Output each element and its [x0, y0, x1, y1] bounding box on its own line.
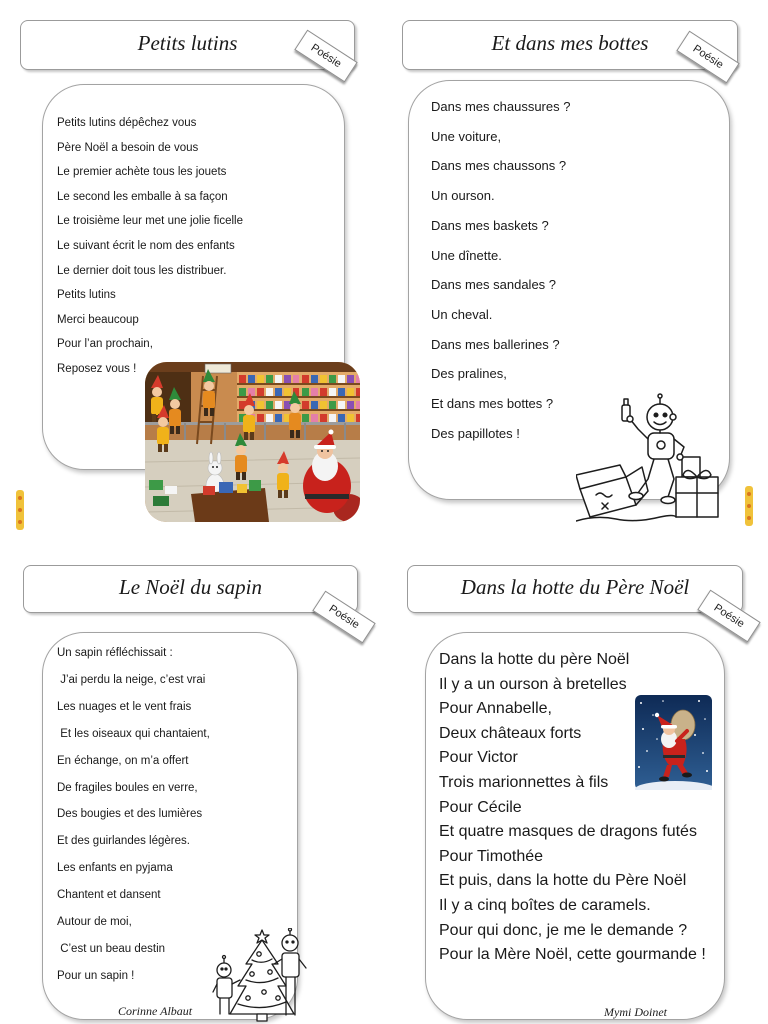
poem-line: Pour Victor	[439, 749, 518, 767]
corner-ornament-left	[14, 488, 26, 532]
poem-text	[57, 640, 210, 990]
poem-line: Pour Timothée	[439, 847, 544, 865]
poem-line: En échange, on m’a offert	[57, 754, 189, 767]
poem-line: Des bougies et des lumières	[57, 808, 203, 821]
poem-line: Il y a cinq boîtes de caramels.	[439, 896, 651, 914]
poem-title: Le Noël du sapin	[119, 574, 262, 599]
poem-line: Il y a un ourson à bretelles	[439, 675, 627, 693]
poem-line: Pour Cécile	[439, 798, 522, 816]
poem-line: De fragiles boules en verre,	[57, 781, 198, 794]
poem-line: Les enfants en pyjama	[57, 862, 173, 875]
poem-line: Un cheval.	[431, 306, 493, 322]
poem-line: Pour Annabelle,	[439, 700, 552, 718]
poem-line: Chantent et dansent	[57, 889, 161, 902]
poem-line: Dans la hotte du père Noël	[439, 651, 630, 668]
poem-line: Des pralines,	[431, 366, 507, 382]
poem-line: Pour qui donc, je me le demande ?	[439, 921, 688, 939]
poem-line: Autour de moi,	[57, 916, 132, 929]
poem-line: Et des guirlandes légères.	[57, 835, 190, 848]
poem-line: Et dans mes bottes ?	[431, 396, 554, 412]
open-carton	[576, 465, 648, 517]
poem-line: Dans mes chaussures ?	[431, 99, 571, 114]
poem-line: Et les oiseaux qui chantaient,	[57, 727, 210, 740]
poem-line: Petits lutins dépêchez vous	[57, 117, 197, 129]
poem-line: Pour l’an prochain,	[57, 338, 153, 351]
poem-line: Le troisième leur met une jolie ficelle	[57, 215, 244, 228]
poem-line: Une dînette.	[431, 247, 502, 263]
corner-ornament-right	[743, 484, 755, 528]
poesie-tag: Poésie	[312, 591, 375, 644]
poem-line: Trois marionnettes à fils	[439, 773, 609, 791]
author-signature: Corinne Albaut	[118, 1004, 193, 1018]
poem-line: Le second les emballe à sa façon	[57, 190, 228, 203]
poem-line: Pour un sapin !	[57, 969, 135, 982]
poem-line: Et puis, dans la hotte du Père Noël	[439, 872, 687, 890]
poem-text	[57, 111, 243, 382]
robot-gifts-drawing	[576, 393, 722, 523]
poem-title: Dans la hotte du Père Noël	[460, 574, 690, 599]
poem-line: Pour la Mère Noël, cette gourmande !	[439, 946, 706, 964]
poem-title-box	[407, 565, 743, 613]
poesie-tag: Poésie	[294, 30, 357, 83]
poem-line: Les nuages et le vent frais	[57, 700, 192, 713]
poem-line: Merci beaucoup	[57, 313, 139, 326]
poem-title: Et dans mes bottes	[491, 30, 649, 55]
poem-line: Dans mes sandales ?	[431, 277, 557, 293]
poem-line: Reposez vous !	[57, 362, 137, 375]
poem-line: Petits lutins	[57, 289, 116, 302]
elf-workshop-illustration	[145, 362, 360, 522]
poem-line: Des papillotes !	[431, 425, 520, 441]
poem-line: Et quatre masques de dragons futés	[439, 823, 697, 841]
poem-title-box	[23, 565, 358, 613]
poem-line: Le suivant écrit le nom des enfants	[57, 239, 235, 252]
poem-line: Une voiture,	[431, 128, 502, 144]
poem-line: Dans mes chaussons ?	[431, 158, 567, 174]
poem-line: Dans mes ballerines ?	[431, 336, 560, 352]
santa-night-illustration	[635, 695, 712, 790]
poem-line: J’ai perdu la neige, c’est vrai	[57, 673, 206, 686]
poesie-tag: Poésie	[697, 590, 760, 643]
poesie-tag: Poésie	[676, 31, 739, 84]
gift-box	[676, 470, 718, 517]
poem-line: Un sapin réfléchissait :	[57, 647, 173, 659]
poem-line: C’est un beau destin	[57, 942, 166, 955]
poem-line: Le dernier doit tous les distribuer.	[57, 264, 227, 277]
poem-line: Le premier achète tous les jouets	[57, 166, 227, 179]
poem-line: Dans mes baskets ?	[431, 217, 549, 233]
poem-title: Petits lutins	[137, 30, 238, 55]
christmas-tree-robots-drawing	[212, 928, 312, 1022]
poem-line: Un ourson.	[431, 188, 495, 204]
author-signature: Mymi Doinet	[604, 1005, 667, 1019]
poem-line: Deux châteaux forts	[439, 724, 582, 742]
poem-text	[431, 92, 570, 448]
poem-line: Père Noël a besoin de vous	[57, 141, 199, 154]
